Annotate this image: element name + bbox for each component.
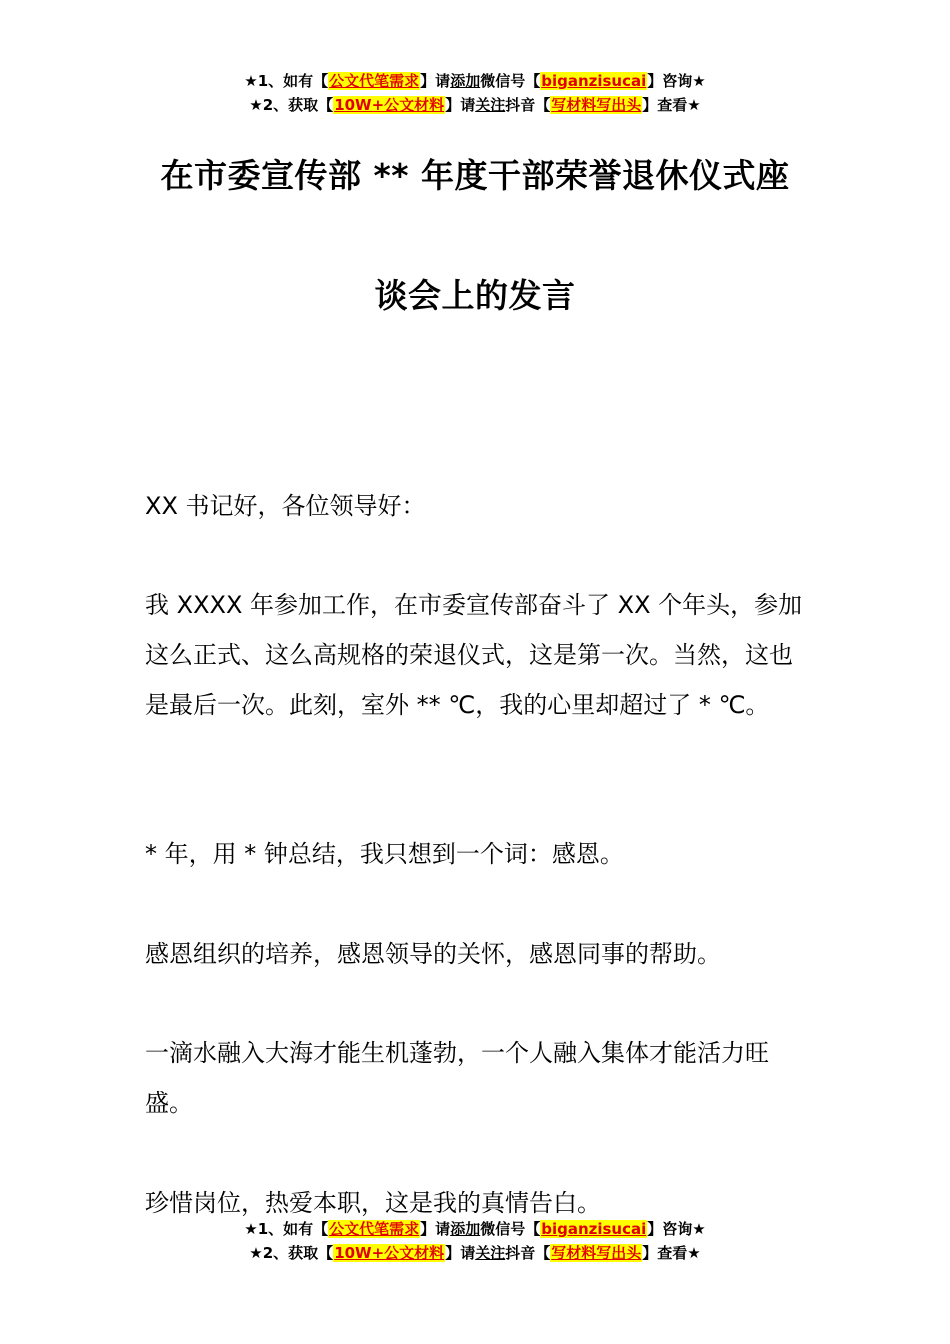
promo-text: 】请 — [420, 1220, 451, 1238]
paragraph-intro: 我 XXXX 年参加工作，在市委宣传部奋斗了 XX 个年头，参加这么正式、这么高规格的荣退仪式，这是第一次。当然，这也是最后一次。此刻，室外 ** ℃，我的心里却超过了 * ℃。 — [145, 591, 803, 719]
promo-highlight: 写材料写出头 — [551, 1244, 642, 1262]
promo-text: 】查看★ — [642, 1244, 701, 1262]
promo-text: 】请 — [445, 1244, 476, 1262]
promo-highlight: 写材料写出头 — [551, 96, 642, 114]
promo-line-1 — [0, 1217, 950, 1241]
promo-line-2 — [0, 1241, 950, 1265]
paragraph-metaphor: 一滴水融入大海才能生机蓬勃，一个人融入集体才能活力旺盛。 — [145, 1039, 769, 1117]
promo-highlight: biganzisucai — [541, 72, 647, 90]
promo-text: 】请 — [445, 96, 476, 114]
promo-highlight: 公文代笔需求 — [329, 72, 420, 90]
promo-underline: 关注 — [475, 96, 506, 114]
paragraph-closing: 珍惜岗位，热爱本职，这是我的真情告白。 — [145, 1189, 601, 1217]
document-title-line-2: 谈会上的发言 — [374, 276, 576, 315]
promo-highlight: 公文代笔需求 — [329, 1220, 420, 1238]
promo-text: 】咨询★ — [647, 1220, 706, 1238]
promo-text: ★2、获取【 — [249, 96, 334, 114]
promo-underline: 添加 — [450, 72, 481, 90]
promo-text: 微信号【 — [480, 72, 541, 90]
promo-underline: 关注 — [475, 1244, 506, 1262]
promo-text: 抖音【 — [505, 1244, 551, 1262]
paragraph-greeting: XX 书记好，各位领导好： — [145, 492, 426, 520]
promo-text: ★2、获取【 — [249, 1244, 334, 1262]
promo-text: ★1、如有【 — [244, 1220, 329, 1238]
promo-text: 】请 — [420, 72, 451, 90]
promo-highlight: 10W+公文材料 — [334, 1244, 445, 1262]
document-title-line-1: 在市委宣传部 ** 年度干部荣誉退休仪式座 — [160, 156, 790, 195]
promo-text: 微信号【 — [480, 1220, 541, 1238]
promo-text: 】查看★ — [642, 96, 701, 114]
promo-line-1 — [0, 69, 950, 93]
promo-highlight: biganzisucai — [541, 1220, 647, 1238]
promo-text: 】咨询★ — [647, 72, 706, 90]
paragraph-thanks: 感恩组织的培养，感恩领导的关怀，感恩同事的帮助。 — [145, 940, 721, 968]
promo-text: 抖音【 — [505, 96, 551, 114]
paragraph-gratitude: * 年，用 * 钟总结，我只想到一个词：感恩。 — [145, 840, 624, 868]
promo-line-2 — [0, 93, 950, 117]
promo-header — [0, 69, 950, 117]
promo-underline: 添加 — [450, 1220, 481, 1238]
promo-footer — [0, 1217, 950, 1265]
promo-highlight: 10W+公文材料 — [334, 96, 445, 114]
promo-text: ★1、如有【 — [244, 72, 329, 90]
